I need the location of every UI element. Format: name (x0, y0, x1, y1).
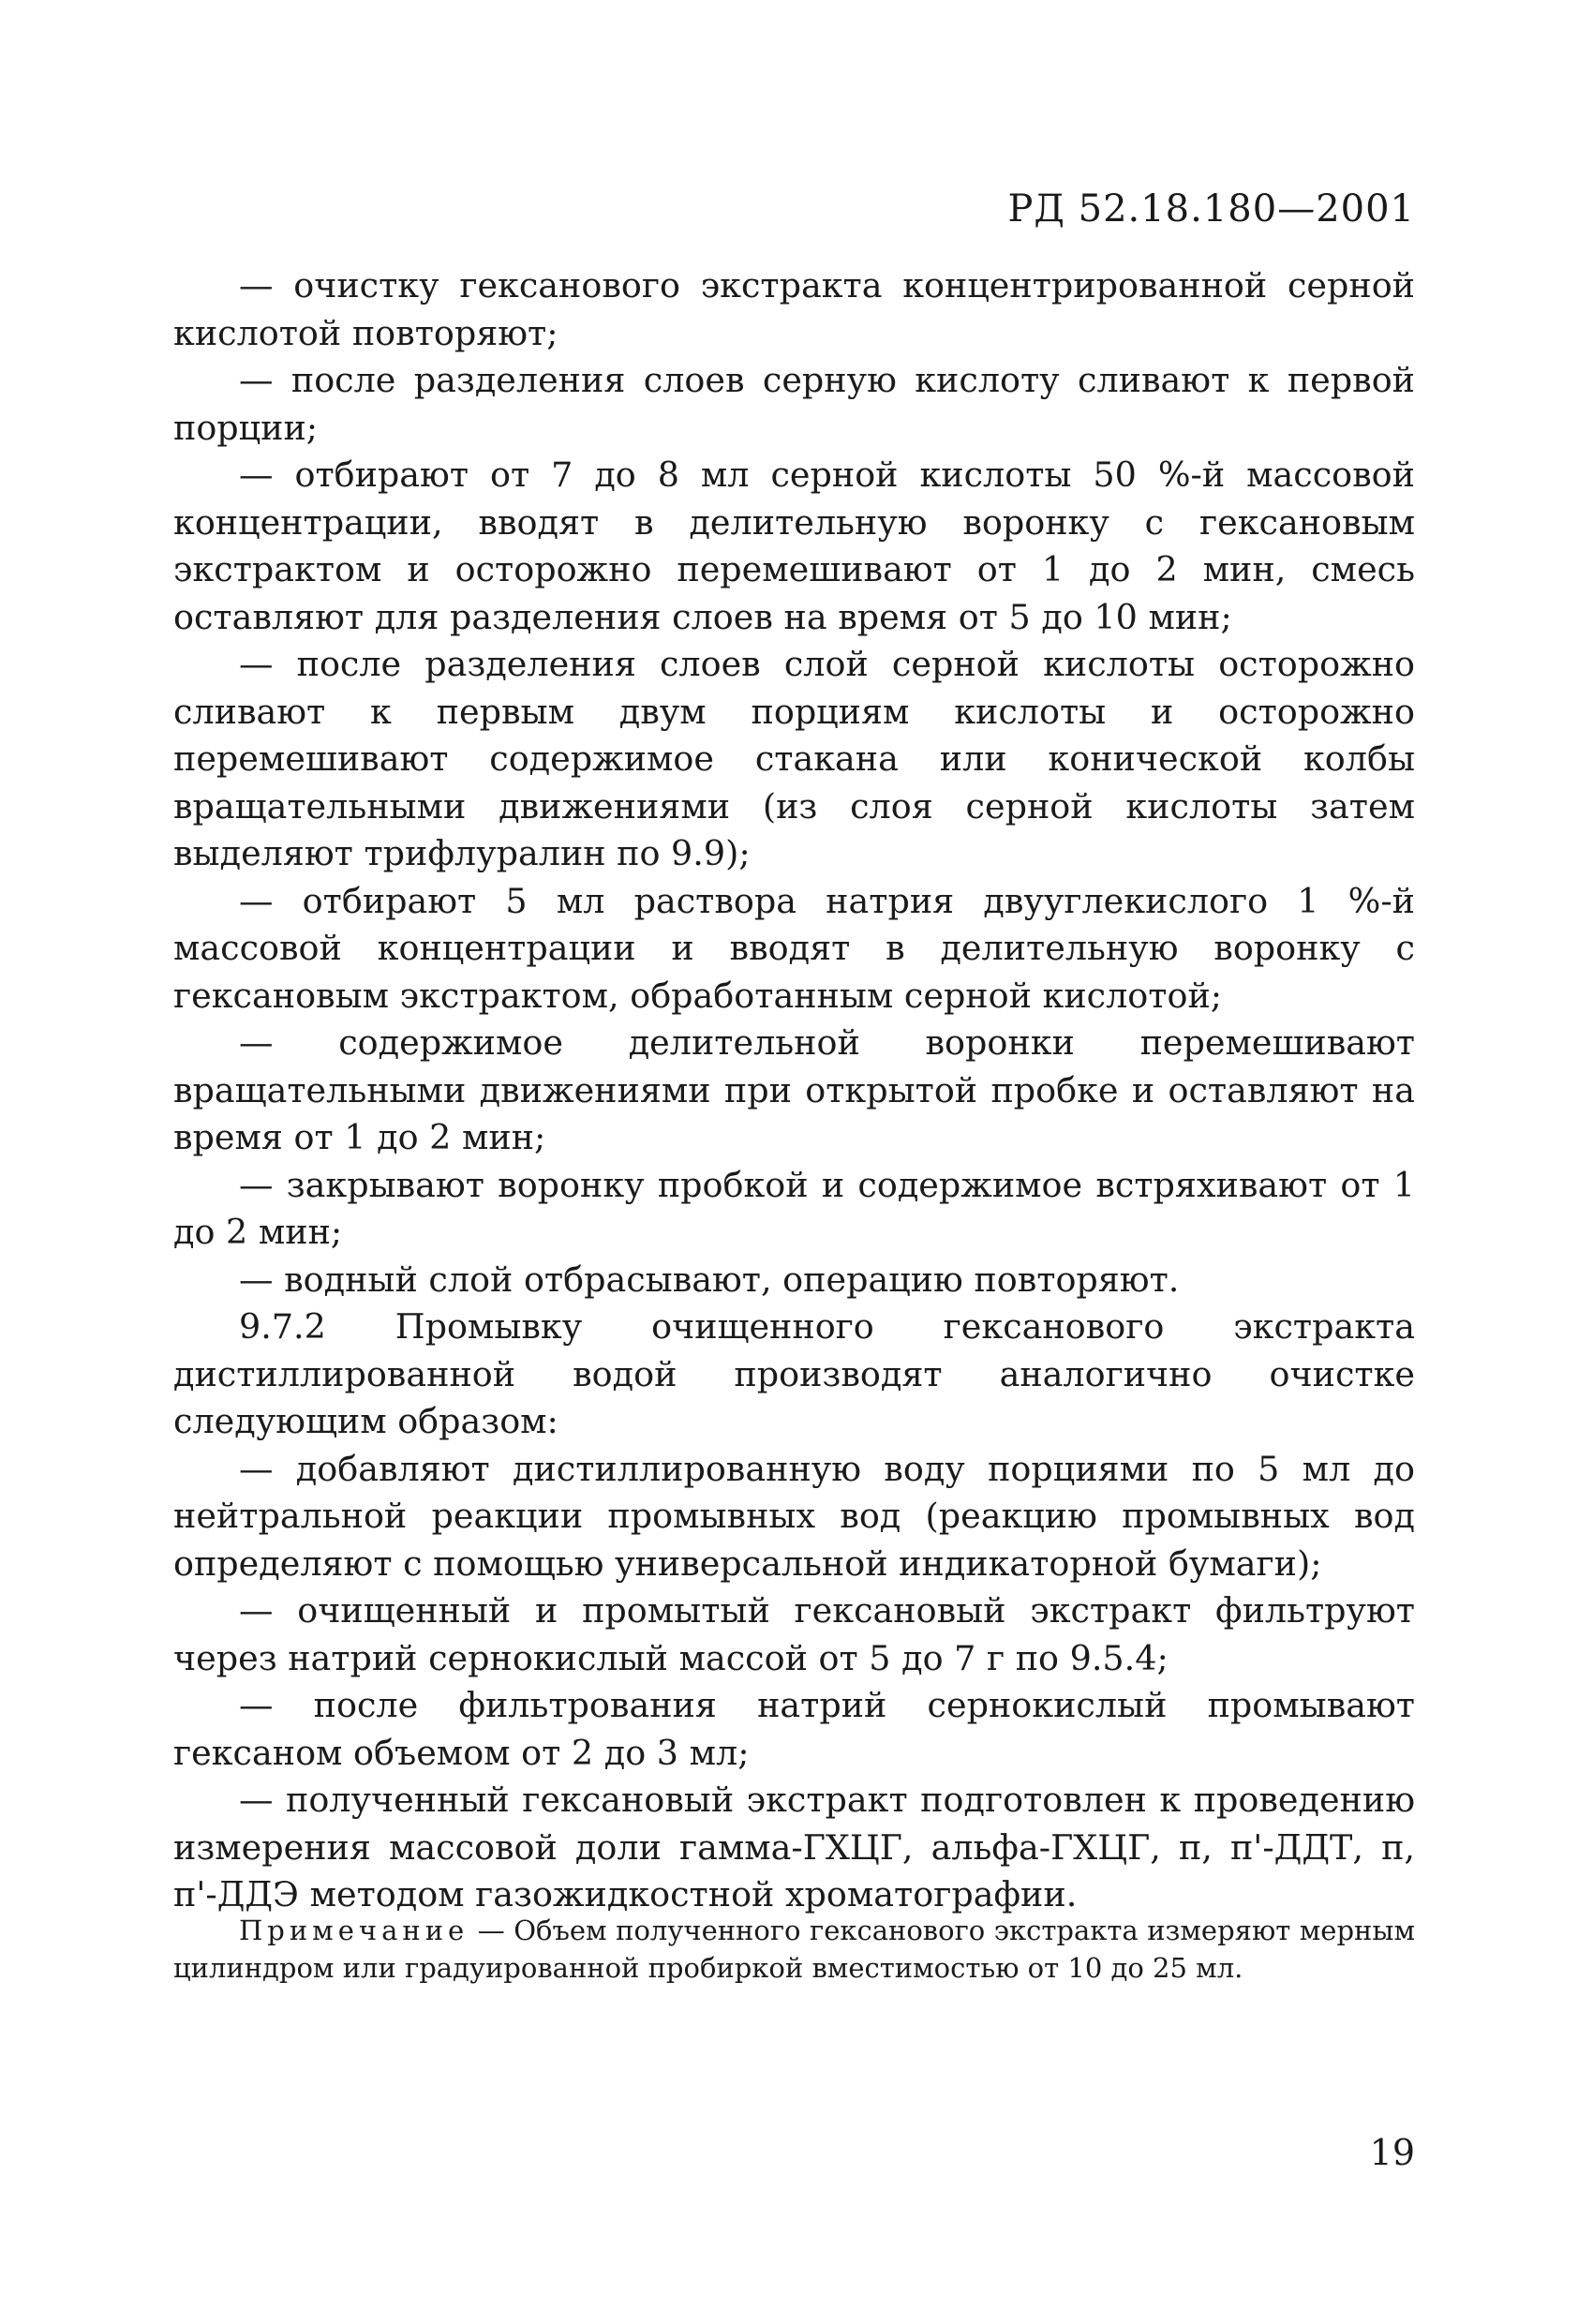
paragraph: — после разделения слоев слой серной кислоты осторожно сливают к первым двум порциям кислоты и осторожно перемешивают содержимое стакана или конической колбы вращательными движениями (из слоя серной кислоты затем выделяют трифлуралин по 9.9); (173, 644, 1415, 873)
note-text: — Объем полученного гексанового экстракта измеряют мерным цилиндром или градуированной пробиркой вместимостью от 10 до 25 мл. (173, 1914, 1415, 1984)
paragraph: — содержимое делительной воронки перемешивают вращательными движениями при открытой пробке и оставляют на время от 1 до 2 мин; (173, 1022, 1415, 1157)
paragraph: — водный слой отбрасывают, операцию повторяют. (239, 1259, 1180, 1300)
page-number: 19 (1369, 2132, 1415, 2173)
note (173, 1912, 1415, 1987)
paragraph: — после разделения слоев серную кислоту сливают к первой порции; (173, 360, 1415, 448)
section-paragraph: 9.7.2 Промывку очищенного гексанового экстракта дистиллированной водой производят аналогично очистке следующим образом: (173, 1306, 1415, 1441)
paragraph: — отбирают 5 мл раствора натрия двууглекислого 1 %-й массовой концентрации и вводят в делительную воронку с гексановым экстрактом, обработанным серной кислотой; (173, 880, 1415, 1016)
body-text (173, 262, 1415, 1919)
paragraph: — добавляют дистиллированную воду порциями по 5 мл до нейтральной реакции промывных вод (реакцию промывных вод определяют с помощью универсальной индикаторной бумаги); (173, 1448, 1415, 1584)
paragraph: — очистку гексанового экстракта концентрированной серной кислотой повторяют; (173, 265, 1415, 353)
paragraph: — после фильтрования натрий сернокислый промывают гексаном объемом от 2 до 3 мл; (173, 1685, 1415, 1773)
note-label: Примечание (239, 1914, 469, 1946)
paragraph: — закрывают воронку пробкой и содержимое встряхивают от 1 до 2 мин; (173, 1164, 1415, 1252)
paragraph: — отбирают от 7 до 8 мл серной кислоты 50 %-й массовой концентрации, вводят в делительную воронку с гексановым экстрактом и осторожно перемешивают от 1 до 2 мин, смесь оставляют для разделения слоев на время от 5 до 10 мин; (173, 454, 1415, 637)
document-code: РД 52.18.180—2001 (1007, 187, 1415, 231)
paragraph: — очищенный и промытый гексановый экстракт фильтруют через натрий сернокислый массой от 5 до 7 г по 9.5.4; (173, 1590, 1415, 1678)
paragraph: — полученный гексановый экстракт подготовлен к проведению измерения массовой доли гамма-ГХЦГ, альфа-ГХЦГ, п, п'-ДДТ, п, п'-ДДЭ методом газожидкостной хроматографии. (173, 1780, 1415, 1914)
